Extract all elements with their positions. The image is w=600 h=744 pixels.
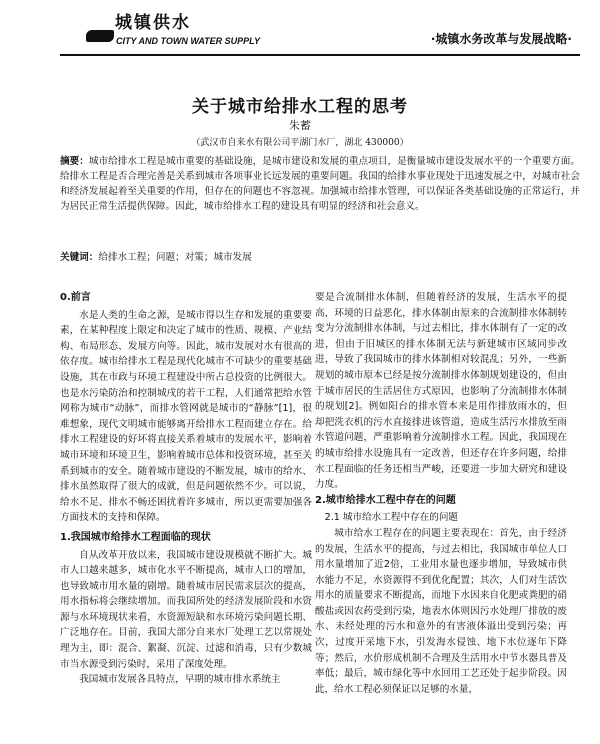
journal-logo-mark [86, 30, 114, 42]
abstract [60, 154, 580, 214]
article-title: 关于城市给排水工程的思考 [192, 97, 408, 117]
abstract-text: 城市给排水工程是城市重要的基础设施，是城市建设和发展的重点项目，是衡量城市建设发展水平的一个重要方面。给排水工程是否合理完善是关系到城市各项事业长远发展的重要问题。我国的给排水事业现处于迅速发展之中，对城市社会和经济发展起着至关重要的作用，但存在的问题也不容忽视。加强城市给排水管理，可以保证各类基础设施的正常运行，并为居民正常生活提供保障。因此，城市给排水工程的建设具有明显的经济和社会意义。 [60, 156, 581, 212]
left-column [60, 290, 312, 688]
paragraph-status-2: 我国城市发展各具特点，早期的城市排水系统主 [79, 674, 281, 686]
keywords-text: 给排水工程；问题；对策；城市发展 [98, 252, 252, 263]
journal-header [0, 0, 600, 62]
paragraph-water-supply-problems: 城市给水工程存在的问题主要表现在：首先，由于经济的发展，生活水平的提高，与过去相比，我国城市单位人口用水量增加了近2倍，工业用水量也逐步增加，导致城市供水能力不足，水资源得不到优化配置；其次，人们对生活饮用水的质量要求不断提高，而地下水因来自化肥或粪肥的硝酸盐或因农药受到污染，地表水体则因污水处理厂排放的废水、未经处理的污水和意外的有害液体溢出受到污染；再次，过度开采地下水，引发海水侵蚀、地下水位逐年下降等；然后，水价形成机制不合理及生活用水中节水器具普及率低；最后，城市绿化等中水回用工艺还处于起步阶段。因此，给水工程必须保证以足够的水量， [315, 527, 567, 695]
header-rule [60, 54, 580, 56]
subsection-heading-water-supply: 2.1 城市给水工程中存在的问题 [324, 512, 459, 524]
paragraph-status-continued: 要是合流制排水体制，但随着经济的发展，生活水平的提高，环境的日益恶化，排水体制由原来的合流制排水体制转变为分流制排水体制，与过去相比，排水体制有了一定的改进，但由于旧城区的排水体制无法与新建城市区域同步改进，导致了我国城市的排水体制相对较混乱；另外，一些新规划的城市原本已经是按分流制排水体制规划建设的，但由于城市居民的生活居住方式原因，也影响了分流制排水体制的规划[2]。例如阳台的排水管本来是用作排放雨水的，但却把洗衣机的污水直接排进该管道，造成生活污水排放至雨水管道问题，严重影响着分流制排水工程。因此，我国现在的城市给排水设施具有一定改善，但还存在许多问题，给排水工程面临的任务还相当严峻，还要进一步加大研究和建设力度。 [315, 292, 567, 491]
section-heading-status: 1.我国城市给排水工程面临的现状 [60, 531, 211, 543]
paragraph-status-1: 自从改革开放以来，我国城市建设规模就不断扩大。城市人口越来越多，城市化水平不断提高，城市人口的增加，也导致城市用水量的剧增。随着城市居民需求层次的提高，用水指标将会继续增加。而我国所处的经济发展阶段和水资源与水环境现状来看，水资源短缺和水环境污染问题长期、广泛地存在。目前，我国大部分自来水厂处理工艺以常规处理为主，即：混合、絮凝、沉淀、过滤和消毒，只有少数城市当水源受到污染时，采用了深度处理。 [60, 549, 312, 670]
keywords [60, 249, 580, 263]
article-author: 朱蓄 [289, 119, 311, 132]
right-column [315, 290, 567, 697]
paragraph-preface: 水是人类的生命之源，是城市得以生存和发展的重要要素，在某种程度上限定和决定了城市的性质、规模、产业结构、布局形态、发展方向等。因此，城市发展对水有很高的依存度。城市给排水工程是现代化城市不可缺少的重要基础设施，其在市政与环境工程建设中所占总投资的比例很大。也是水污染防治和控制城戌的若干工程，人们通常把给水管网称为城市“动脉”，而排水管网就是城市的“静脉”[1]，很难想象，现代文明城市能够离开给排水工程而建立存在。给排水工程建设的好坏将直接关系着城市的发展水平，影响着城市环境和环境卫生，影响着城市总体和投资环境，甚至关系到城市的安全。随着城市建设的不断发展，城市的给水、排水虽然取得了很大的成就，但是问题依然不少。可以说，给水不足、排水不畅还困扰着许多城市，所以更需要加强各方面技术的支持和保障。 [60, 309, 312, 524]
column-name: ·城镇水务改革与发展战略· [430, 32, 572, 46]
section-heading-problems: 2.城市给排水工程中存在的问题 [315, 494, 456, 506]
abstract-label: 摘要： [60, 156, 89, 167]
journal-logo-english: CITY AND TOWN WATER SUPPLY [116, 36, 261, 46]
journal-logo-chinese: 城镇供水 [115, 13, 191, 33]
section-heading-preface: 0.前言 [60, 292, 91, 303]
keywords-label: 关键词： [60, 252, 99, 263]
author-affiliation: （武汉市自来水有限公司平湖门水厂，湖北 430000） [191, 138, 409, 148]
